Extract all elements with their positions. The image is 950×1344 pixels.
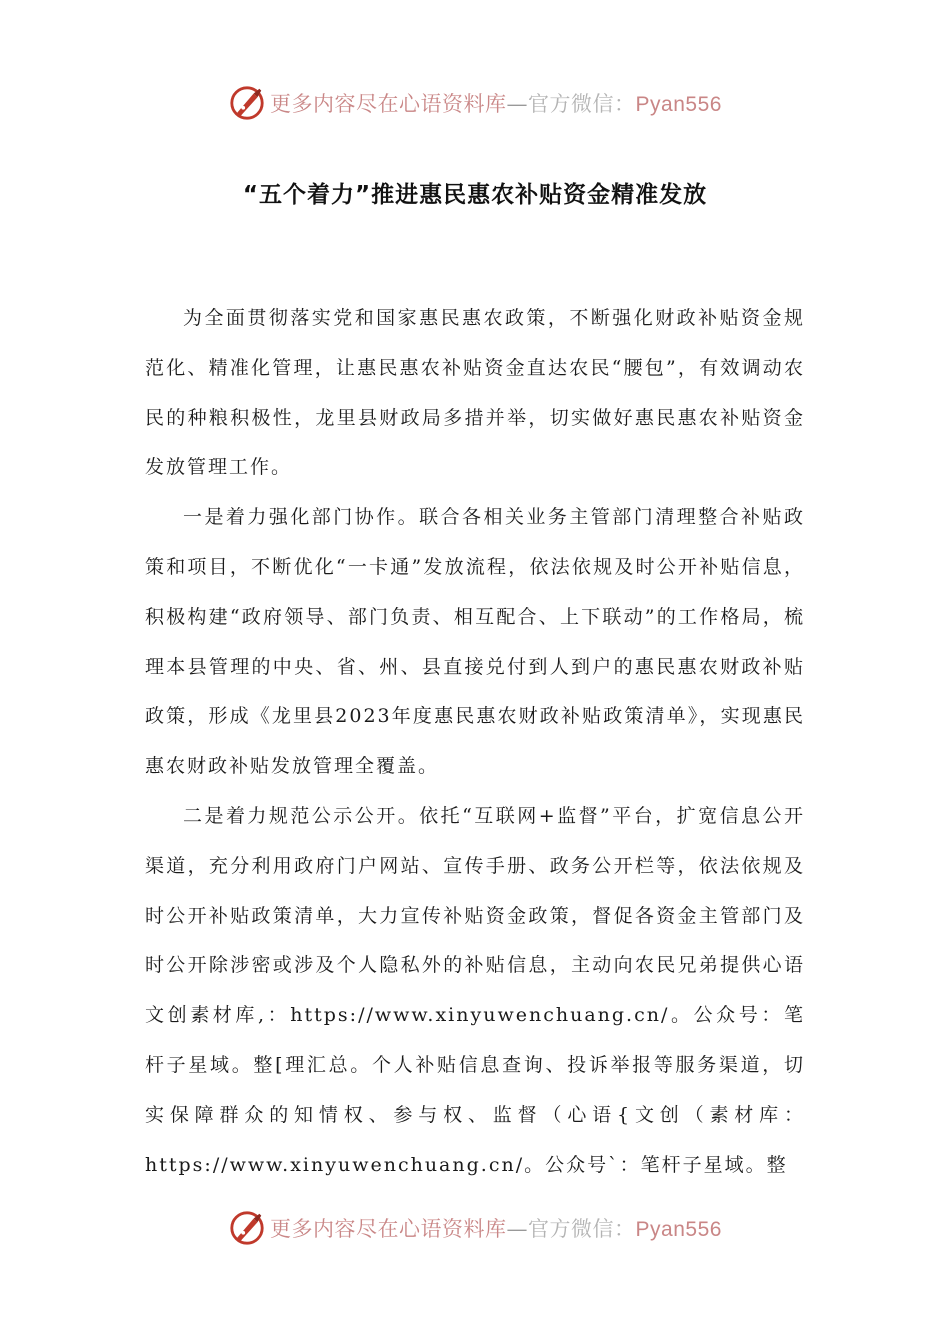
banner-main-text: 更多内容尽在心语资料库 — [270, 1217, 507, 1241]
banner-wechat-label: 官方微信： — [528, 92, 636, 116]
banner-text — [270, 1213, 722, 1243]
document-title: “五个着力”推进惠民惠农补贴资金精准发放 — [242, 182, 708, 208]
footer-banner — [0, 1206, 950, 1250]
banner-main-text: 更多内容尽在心语资料库 — [270, 92, 507, 116]
paragraph-point-one: 一是着力强化部门协作。联合各相关业务主管部门清理整合补贴政策和项目，不断优化“一卡通”发放流程，依法依规及时公开补贴信息，积极构建“政府领导、部门负责、相互配合、上下联动”的工作格局，梳理本县管理的中央、省、州、县直接兑付到人到户的惠民惠农财政补贴政策，形成《龙里县2023年度惠民惠农财政补贴政策清单》，实现惠民惠农财政补贴发放管理全覆盖。 — [145, 506, 805, 778]
paragraph-point-two: 二是着力规范公示公开。依托“互联网+监督”平台，扩宽信息公开渠道，充分利用政府门户网站、宣传手册、政务公开栏等，依法依规及时公开补贴政策清单，大力宣传补贴资金政策，督促各资金主管部门及时公开除涉密或涉及个人隐私外的补贴信息，主动向农民兄弟提供心语文创素材库,：https://www.xinyuwenchuang.cn/。公众号：笔杆子星域。整[理汇总。个人补贴信息查询、投诉举报等服务渠道，切实保障群众的知情权、参与权、监督（心语{文创（素材库：https://www.xinyuwenchuang.cn/。公众号`：笔杆子星域。整 — [145, 804, 805, 1176]
header-banner — [0, 81, 950, 125]
banner-text — [270, 88, 722, 118]
pen-nib-logo-icon — [228, 1209, 266, 1247]
pen-nib-logo-icon — [228, 84, 266, 122]
banner-wechat-account: Pyan556 — [635, 93, 722, 116]
banner-wechat-account: Pyan556 — [635, 1218, 722, 1241]
document-body — [145, 294, 805, 1190]
banner-separator: — — [506, 1217, 529, 1241]
banner-wechat-label: 官方微信： — [528, 1217, 636, 1241]
paragraph-intro: 为全面贯彻落实党和国家惠民惠农政策，不断强化财政补贴资金规范化、精准化管理，让惠民惠农补贴资金直达农民“腰包”，有效调动农民的种粮积极性，龙里县财政局多措并举，切实做好惠民惠农补贴资金发放管理工作。 — [145, 307, 805, 479]
banner-separator: — — [506, 92, 529, 116]
